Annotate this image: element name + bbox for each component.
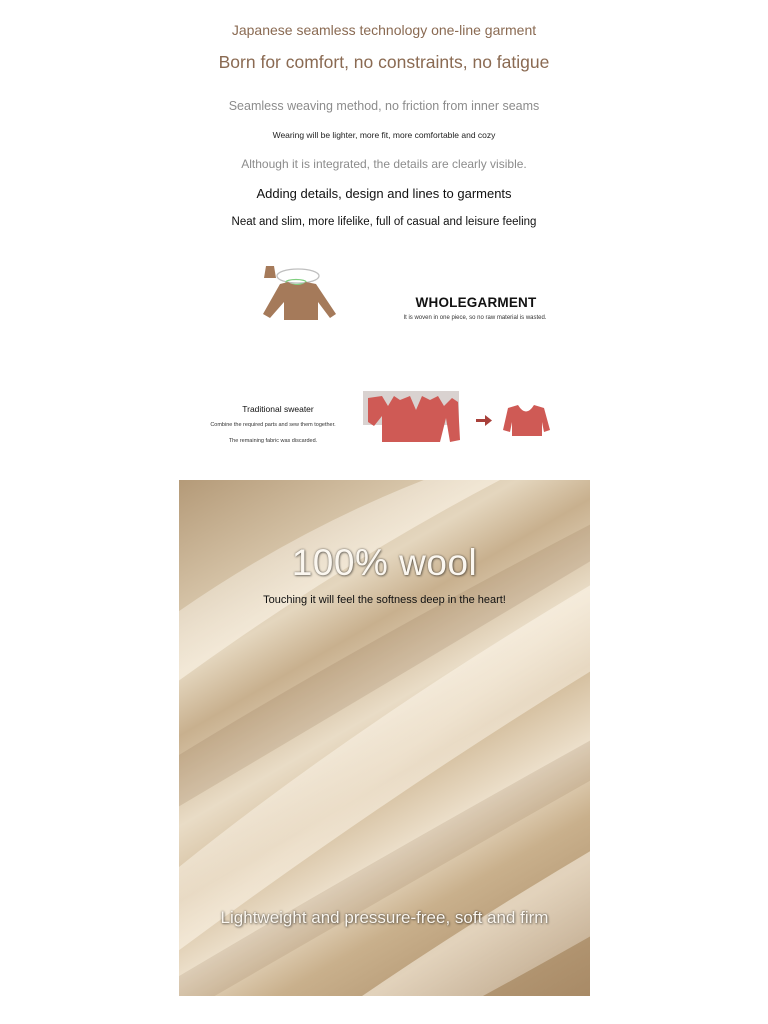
finished-sweater-icon: [503, 405, 550, 436]
header-title: Born for comfort, no constraints, no fatigue: [218, 52, 550, 72]
traditional-sweater-title: Traditional sweater: [242, 404, 314, 414]
wholegarment-title: WHOLEGARMENT: [415, 295, 537, 310]
feature-line-1: Seamless weaving method, no friction from inner seams: [228, 99, 540, 113]
wool-subtitle: Touching it will feel the softness deep in the heart!: [263, 594, 506, 606]
traditional-sweater-illustration: [360, 388, 552, 446]
feature-line-2: Wearing will be lighter, more fit, more comfortable and cozy: [272, 130, 496, 140]
arrow-right-icon: [476, 415, 492, 426]
wool-title: 100% wool: [291, 542, 478, 583]
fabric-pattern-pieces: [363, 391, 460, 442]
feature-line-4: Adding details, design and lines to garments: [256, 186, 512, 201]
wool-bottom-text: Lightweight and pressure-free, soft and firm: [220, 908, 549, 927]
traditional-sweater-line-2: The remaining fabric was discarded.: [228, 438, 318, 444]
header-subtitle: Japanese seamless technology one-line garment: [231, 22, 537, 38]
wholegarment-description: It is woven in one piece, so no raw material is wasted.: [403, 315, 547, 321]
feature-line-3: Although it is integrated, the details are clearly visible.: [241, 157, 527, 171]
feature-line-5: Neat and slim, more lifelike, full of casual and leisure feeling: [231, 216, 537, 228]
wool-fabric-panel: [179, 480, 590, 996]
wholegarment-sweater-icon: [258, 262, 342, 324]
traditional-sweater-line-1: Combine the required parts and sew them together.: [210, 422, 336, 428]
